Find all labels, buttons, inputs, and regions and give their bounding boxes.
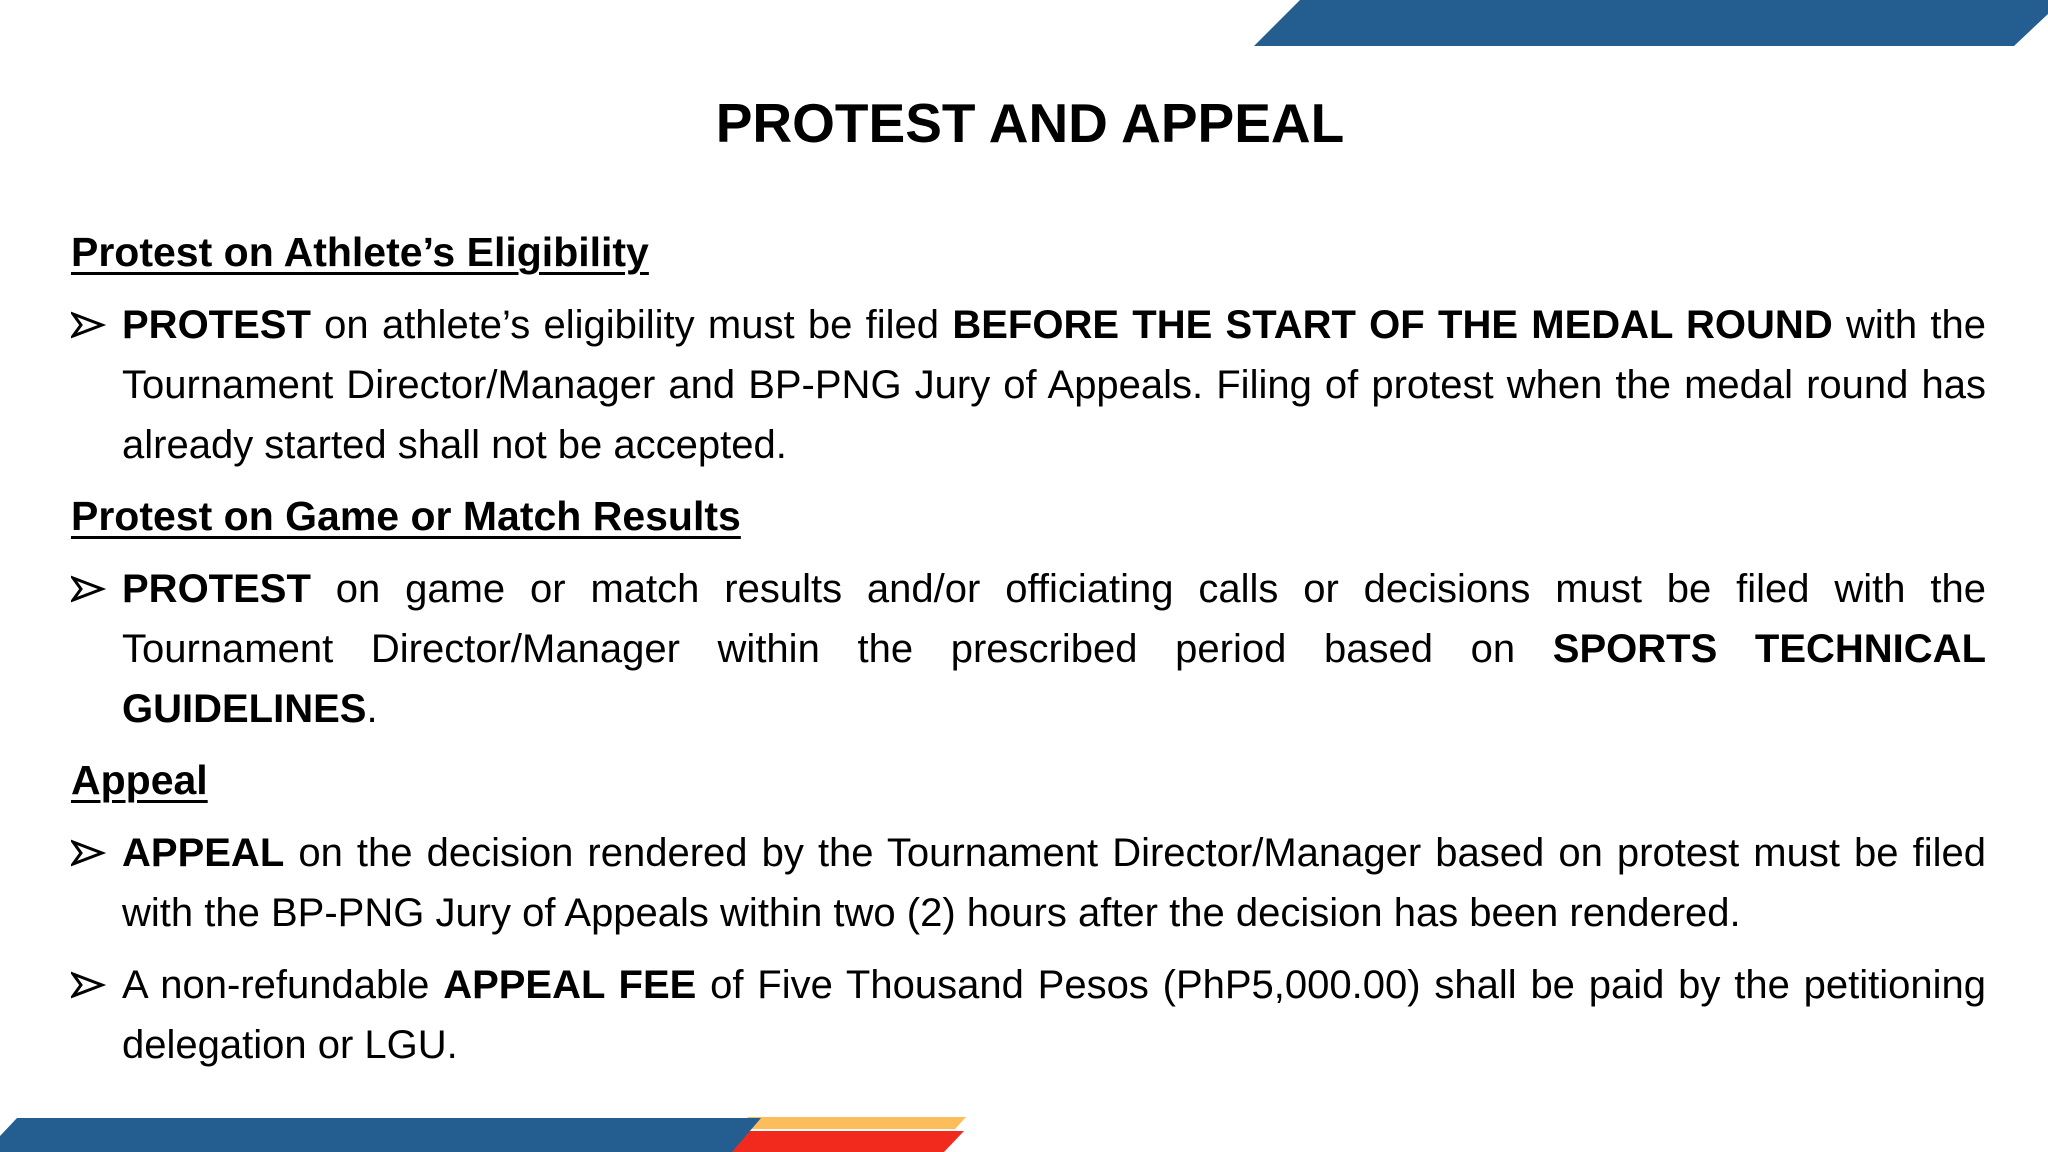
arrow-bullet-icon [71, 295, 107, 355]
bullet-text [122, 955, 1986, 1075]
top-right-blue-band [1254, 0, 2048, 46]
section-heading-match-results: Protest on Game or Match Results [71, 493, 741, 539]
arrow-bullet-icon [71, 559, 107, 619]
text-segment: on athlete’s eligibility must be filed [310, 303, 953, 347]
text-segment: on game or match results and/or officiating calls or decisions must be filed with the Tournament Director/Manager within the prescribed period based on [122, 567, 1986, 671]
bold-segment: PROTEST [122, 303, 311, 347]
bullet-appeal-fee [71, 955, 1986, 1075]
arrow-bullet-icon [71, 823, 107, 883]
bullet-text [122, 559, 1986, 739]
bottom-red-stripe [716, 1131, 964, 1152]
bullet-appeal-decision [71, 823, 1986, 943]
bold-segment: APPEAL [122, 831, 285, 875]
bold-segment: BEFORE THE START OF THE MEDAL ROUND [952, 303, 1833, 347]
text-segment: on the decision rendered by the Tournament Director/Manager based on protest must be filed with the BP-PNG Jury of Appeals within two (2) hours after the decision has been rendered. [122, 831, 1986, 935]
bullet-match-results-protest [71, 559, 1986, 739]
slide-title: PROTEST AND APPEAL [715, 92, 1345, 154]
bold-segment: PROTEST [122, 567, 311, 611]
bottom-left-blue-band [0, 1118, 761, 1152]
text-segment: A non-refundable [122, 963, 444, 1007]
section-heading-appeal: Appeal [71, 757, 208, 803]
bullet-text [122, 295, 1986, 475]
text-segment: . [366, 687, 378, 731]
bullet-eligibility-protest [71, 295, 1986, 475]
bullet-text [122, 823, 1986, 943]
bold-segment: APPEAL FEE [443, 963, 697, 1007]
text-segment: with the Tournament Director/Manager and BP-PNG Jury of Appeals. Filing of protest when the medal round has already started shall not be accepted. [122, 303, 1987, 467]
arrow-bullet-icon [71, 955, 107, 1015]
text-segment: of Five Thousand Pesos (PhP5,000.00) shall be paid by the petitioning delegation or LGU. [122, 963, 1986, 1067]
section-heading-eligibility: Protest on Athlete’s Eligibility [71, 229, 649, 275]
bottom-yellow-stripe [737, 1117, 966, 1129]
bold-segment: SPORTS TECHNICAL GUIDELINES [122, 627, 1987, 731]
